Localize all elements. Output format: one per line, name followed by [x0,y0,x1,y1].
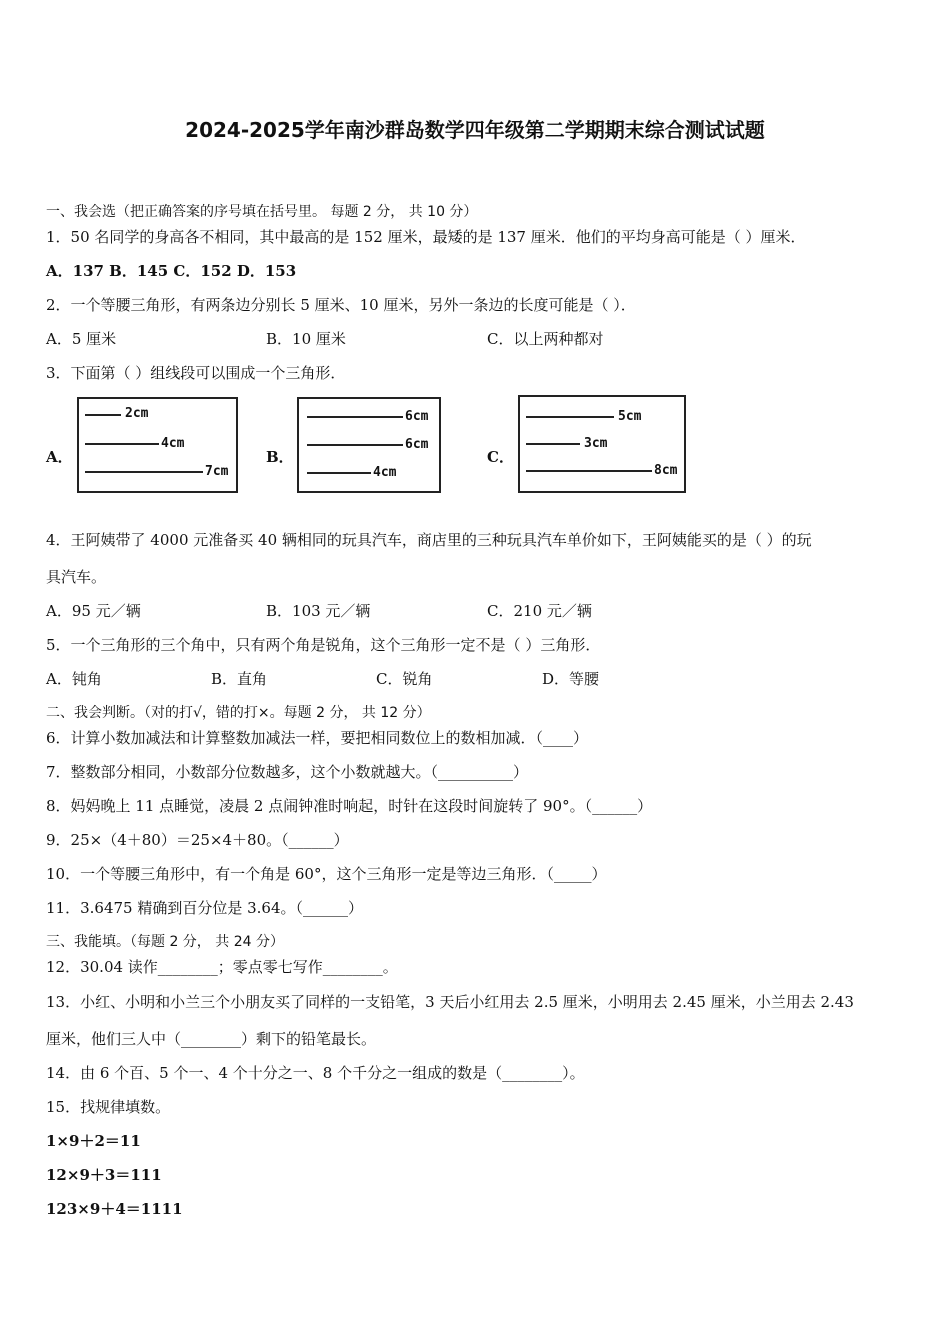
segment-label: 8cm [654,463,678,478]
question-13-line-1: 13．小红、小明和小兰三个小朋友买了同样的一支铅笔，3 天后小红用去 2.5 厘米，小明用去 2.45 厘米，小兰用去 2.43 [46,993,854,1011]
segment [307,416,403,418]
segment-label: 4cm [161,436,185,451]
segment [85,414,121,416]
question-12: 12．30.04 读作________；零点零七写作________。 [46,958,398,976]
segment [526,470,652,472]
q3-figure-b [297,397,441,493]
q3-figure-c [518,395,686,493]
segment-label: 2cm [125,406,149,421]
q3-option-c-label: C． [487,448,514,466]
question-5: 5．一个三角形的三个角中，只有两个角是锐角，这个三角形一定不是（ ）三角形． [46,636,601,654]
page-title: 2024-2025学年南沙群岛数学四年级第二学期期末综合测试试题 [185,118,765,142]
question-14: 14．由 6 个百、5 个一、4 个十分之一、8 个千分之一组成的数是（________）。 [46,1064,585,1082]
question-2: 2．一个等腰三角形，有两条边分别长 5 厘米、10 厘米，另外一条边的长度可能是（ ）． [46,296,636,314]
segment [85,443,159,445]
segment [526,416,614,418]
section-1-heading: 一、我会选（把正确答案的序号填在括号里。 每题 2 分， 共 10 分） [46,204,478,220]
segment [307,444,403,446]
segment-label: 4cm [373,465,397,480]
question-1-options: A．137 B．145 C．152 D．153 [46,262,297,280]
q5-option-a: A．钝角 [46,670,102,688]
q2-option-c: C．以上两种都对 [487,330,604,348]
pattern-row-3: 123×9＋4＝1111 [46,1200,183,1218]
q2-option-a: A．5 厘米 [46,330,117,348]
q3-option-b-label: B． [266,448,294,466]
question-3: 3．下面第（ ）组线段可以围成一个三角形． [46,364,346,382]
segment [85,471,203,473]
segment-label: 5cm [618,409,642,424]
question-8: 8．妈妈晚上 11 点睡觉，凌晨 2 点闹钟准时响起，时针在这段时间旋转了 90°。（______） [46,797,653,815]
question-7: 7．整数部分相同，小数部分位数越多，这个小数就越大。（__________） [46,763,529,781]
q4-option-b: B．103 元／辆 [266,602,371,620]
q4-option-a: A．95 元／辆 [46,602,141,620]
question-4-line-2: 具汽车。 [46,568,107,586]
q5-option-c: C．锐角 [376,670,433,688]
question-1: 1．50 名同学的身高各不相同，其中最高的是 152 厘米，最矮的是 137 厘米．他们的平均身高可能是（ ）厘米． [46,228,806,246]
segment [526,443,580,445]
question-9: 9．25×（4＋80）＝25×4＋80。（______） [46,831,349,849]
section-2-heading: 二、我会判断。（对的打√，错的打×。每题 2 分， 共 12 分） [46,705,431,721]
q3-figure-a [77,397,238,493]
question-6: 6．计算小数加减法和计算整数加减法一样，要把相同数位上的数相加减．（____） [46,729,589,747]
question-11: 11．3.6475 精确到百分位是 3.64。（______） [46,899,364,917]
question-10: 10．一个等腰三角形中，有一个角是 60°，这个三角形一定是等边三角形．（_____） [46,865,607,883]
q5-option-d: D．等腰 [542,670,600,688]
question-13-line-2: 厘米，他们三人中（________）剩下的铅笔最长。 [46,1030,377,1048]
segment-label: 6cm [405,437,429,452]
segment-label: 6cm [405,409,429,424]
question-4-line-1: 4．王阿姨带了 4000 元准备买 40 辆相同的玩具汽车，商店里的三种玩具汽车单价如下，王阿姨能买的是（ ）的玩 [46,531,812,549]
section-3-heading: 三、我能填。（每题 2 分， 共 24 分） [46,934,284,950]
q5-option-b: B．直角 [211,670,268,688]
pattern-row-2: 12×9＋3＝111 [46,1166,162,1184]
pattern-row-1: 1×9＋2＝11 [46,1132,141,1150]
segment [307,472,371,474]
q2-option-b: B．10 厘米 [266,330,346,348]
segment-label: 7cm [205,464,229,479]
q4-option-c: C．210 元／辆 [487,602,592,620]
segment-label: 3cm [584,436,608,451]
question-15: 15．找规律填数。 [46,1098,171,1116]
q3-option-a-label: A． [46,448,73,466]
